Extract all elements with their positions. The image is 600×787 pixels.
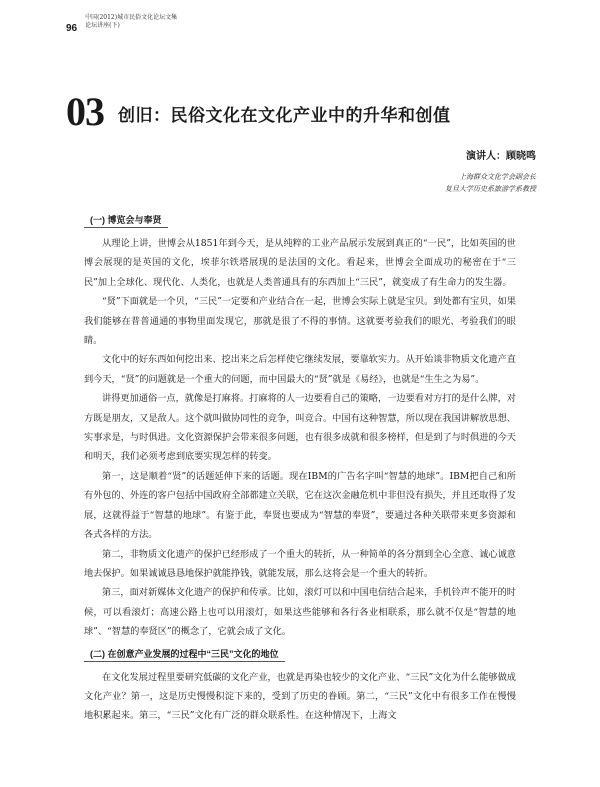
paragraph: 第二，非物质文化遗产的保护已经形成了一个重大的转折，从一种简单的各分割到全心全意、诚心诚意地去保护。如果诚诚恳恳地保护就能挣钱，就能发展，那么这将会是一个重大的转折。 xyxy=(84,548,516,579)
paragraph: 文化中的好东西如何挖出来、挖出来之后怎样使它继续发展，要靠软实力。从开始谈非物质文化遗产直到今天，“贤”的问题就是一个重大的问题，而中国最大的“贤”就是《易经》，也就是“生生之为易”。 xyxy=(84,354,516,385)
affiliation-2: 复旦大学历史系旅游学系教授 xyxy=(445,185,536,193)
byline xyxy=(445,147,536,195)
series-title: 中国(2012)城市民俗文化论坛文集 xyxy=(85,14,178,21)
running-header xyxy=(66,14,177,34)
chapter-number: 03 xyxy=(66,89,104,134)
page-number: 96 xyxy=(66,23,78,34)
article-body xyxy=(84,208,516,726)
paragraph: 第一，这是顺着“贤”的话题延伸下来的话题。现在IBM的广告名字叫“智慧的地球”。IBM把自己和所有外包的、外连的客户包括中国政府全部都建立关联，它在这次金融危机中非但没有损失，并且还取得了发展，这就得益于“智慧的地球”。有鉴于此，奉贤也要成为“智慧的奉贤”，要通过各种关联带来更多资源和各式各样的方法。 xyxy=(84,470,516,541)
paragraph: “贤”下面就是一个贝，“三民”一定要和产业结合在一起，世博会实际上就是宝贝。到处都有宝贝，如果我们能够在普普通通的事物里面发现它，那就是很了不得的事情。这就要考验我们的眼光、考验我们的眼睛。 xyxy=(84,296,516,347)
section-heading-2: (二) 在创意产业发展的过程中“三民”文化的地位 xyxy=(84,647,285,662)
section-heading-1: (一) 博览会与奉贤 xyxy=(84,213,168,228)
chapter-title: 创旧：民俗文化在文化产业中的升华和创值 xyxy=(118,105,451,126)
paragraph: 从理论上讲，世博会从1851年到今天，是从纯粹的工业产品展示发展到真正的“一民”，比如英国的世博会展现的是英国的文化，埃菲尔铁塔展现的是法国的文化。看起来，世博会全面成功的秘密在于“三民”加上全球化、现代化、人类化，也就是人类普通具有的东西加上“三民”，就变成了有生命力的发生器。 xyxy=(84,238,516,288)
paragraph: 在文化发展过程里要研究低碳的文化产业，也就是再染也较少的文化产业、“三民”文化为什么能够做成文化产业？第一，这是历史慢慢积淀下来的，受到了历史的眷顾。第二，“三民”文化中有很多工作在慢慢地积累起来。第三，“三民”文化有广泛的群众联系性。在这种情况下，上海文 xyxy=(84,671,516,722)
chapter-title-block xyxy=(66,89,451,134)
affiliation-1: 上海群众文化学会副会长 xyxy=(459,173,536,181)
volume-title: 论坛讲座(下) xyxy=(85,22,120,29)
paragraph: 第三，面对新媒体文化遗产的保护和传承。比如，滚灯可以和中国电信结合起来，手机铃声不能开的时候，可以看滚灯；高速公路上也可以用滚灯，如果这些能够和各行各业相联系，那么就不仅是“智慧的地球”、“智慧的奉贤区”的概念了，它就会成了文化。 xyxy=(84,587,516,638)
speaker-name: 演讲人：顾晓鸣 xyxy=(466,151,536,162)
paragraph: 讲得更加通俗一点，就像是打麻将。打麻将的人一边要看自己的策略，一边要看对方打的是什么牌，对方既是朋友，又是敌人。这个就叫做协同性的竞争，叫竞合。中国有这种智慧，所以现在我国讲解放思想、实事求是，与时俱进。文化资源保护会带来很多问题，也有很多成就和很多榜样，但是到了与时俱进的今天和明天，我们必须考虑到底要实现怎样的转变。 xyxy=(84,393,516,463)
running-title xyxy=(85,14,177,30)
